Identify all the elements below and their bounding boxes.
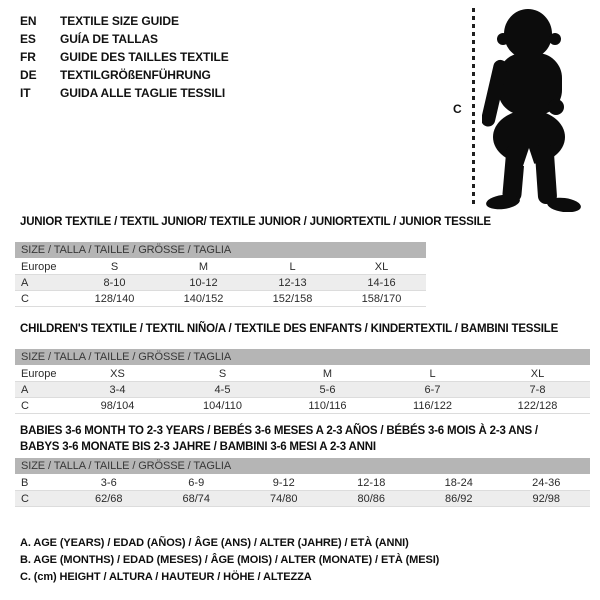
age-cell: 6-9: [188, 476, 205, 489]
age-cell: 8-10: [103, 276, 126, 289]
age-cell: 12-13: [278, 276, 307, 289]
language-row-de: [20, 66, 229, 84]
height-cell: 116/122: [413, 399, 452, 412]
language-row-en: [20, 12, 229, 30]
height-cell: 74/80: [269, 492, 298, 505]
row-label: A: [21, 383, 29, 396]
babies-title-line-2: BABYS 3-6 MONATE BIS 2-3 JAHRE / BAMBINI 3-6 MESI A 2-3 ANNI: [20, 440, 376, 453]
junior-section-title: JUNIOR TEXTILE / TEXTIL JUNIOR/ TEXTILE JUNIOR / JUNIORTEXTIL / JUNIOR TESSILE: [20, 216, 491, 228]
language-row-es: [20, 30, 229, 48]
row-label: C: [21, 399, 29, 412]
size-header-bar: SIZE / TALLA / TAILLE / GRÖSSE / TAGLIA: [15, 458, 590, 474]
table-row-age-months: [15, 475, 590, 491]
language-row-it: [20, 84, 229, 102]
language-code: DE: [20, 68, 37, 82]
size-cell: XL: [374, 260, 389, 273]
language-code: EN: [20, 14, 37, 28]
age-cell: 18-24: [444, 476, 473, 489]
language-code: ES: [20, 32, 36, 46]
babies-size-table: [15, 458, 590, 507]
size-header-bar: SIZE / TALLA / TAILLE / GRÖSSE / TAGLIA: [15, 349, 590, 365]
height-cell: 92/98: [532, 492, 561, 505]
row-label: Europe: [21, 367, 57, 380]
height-measure-dashed-line: [472, 8, 475, 206]
height-cell: 140/152: [183, 292, 224, 305]
row-label: Europe: [21, 260, 57, 273]
height-cell: 104/110: [203, 399, 242, 412]
height-measure-label: C: [453, 102, 462, 116]
junior-size-table: [15, 242, 426, 307]
size-cell: M: [198, 260, 209, 273]
language-title: GUIDA ALLE TAGLIE TESSILI: [60, 86, 226, 100]
language-title: GUÍA DE TALLAS: [60, 32, 158, 46]
legend-note-c: C. (cm) HEIGHT / ALTURA / HAUTEUR / HÖHE / ALTEZZA: [20, 571, 312, 583]
age-cell: 9-12: [272, 476, 295, 489]
table-row-age: [15, 275, 426, 291]
language-code: FR: [20, 50, 36, 64]
legend-note-b: B. AGE (MONTHS) / EDAD (MESES) / ÂGE (MOIS) / ALTER (MONATE) / ETÀ (MESI): [20, 554, 440, 566]
size-cell: S: [218, 367, 227, 380]
language-title: TEXTILGRÖßENFÜHRUNG: [60, 68, 211, 82]
language-title: TEXTILE SIZE GUIDE: [60, 14, 179, 28]
age-cell: 6-7: [424, 383, 441, 396]
legend-notes: [20, 535, 439, 586]
language-code: IT: [20, 86, 31, 100]
language-row-fr: [20, 48, 229, 66]
table-row-europe: [15, 366, 590, 382]
height-cell: 62/68: [94, 492, 123, 505]
height-cell: 68/74: [182, 492, 211, 505]
height-cell: 158/170: [361, 292, 402, 305]
age-cell: 14-16: [367, 276, 396, 289]
height-cell: 86/92: [444, 492, 473, 505]
table-row-europe: [15, 259, 426, 275]
row-label: B: [21, 476, 29, 489]
legend-note-a: A. AGE (YEARS) / EDAD (AÑOS) / ÂGE (ANS) / ALTER (JAHRE) / ETÀ (ANNI): [20, 537, 409, 549]
babies-title-line-1: BABIES 3-6 MONTH TO 2-3 YEARS / BEBÉS 3-6 MESES A 2-3 AÑOS / BÉBÉS 3-6 MOIS À 2-3 ANS /: [20, 425, 538, 437]
age-cell: 4-5: [214, 383, 231, 396]
table-row-height: [15, 491, 590, 507]
size-cell: S: [110, 260, 119, 273]
size-cell: L: [429, 367, 436, 380]
height-cell: 122/128: [517, 399, 558, 412]
size-cell: XS: [110, 367, 125, 380]
toddler-silhouette-icon: [482, 6, 588, 212]
row-label: A: [21, 276, 29, 289]
size-header-bar: SIZE / TALLA / TAILLE / GRÖSSE / TAGLIA: [15, 242, 426, 258]
height-cell: 80/86: [357, 492, 386, 505]
age-cell: 24-36: [532, 476, 561, 489]
row-label: C: [21, 292, 29, 305]
age-cell: 12-18: [357, 476, 386, 489]
height-cell: 152/158: [272, 292, 313, 305]
size-cell: L: [289, 260, 296, 273]
height-cell: 98/104: [100, 399, 135, 412]
age-cell: 3-6: [100, 476, 117, 489]
table-row-height: [15, 291, 426, 307]
age-cell: 5-6: [319, 383, 336, 396]
language-list: [20, 12, 229, 102]
language-title: GUIDE DES TAILLES TEXTILE: [60, 50, 229, 64]
row-label: C: [21, 492, 29, 505]
age-cell: 10-12: [189, 276, 218, 289]
height-cell: 128/140: [94, 292, 135, 305]
age-cell: 3-4: [109, 383, 126, 396]
age-cell: 7-8: [529, 383, 546, 396]
size-cell: XL: [530, 367, 545, 380]
table-row-age: [15, 382, 590, 398]
childrens-size-table: [15, 349, 590, 414]
table-row-height: [15, 398, 590, 414]
babies-section-title: [20, 424, 538, 455]
size-cell: M: [322, 367, 333, 380]
childrens-section-title: CHILDREN'S TEXTILE / TEXTIL NIÑO/A / TEXTILE DES ENFANTS / KINDERTEXTIL / BAMBINI TESSILE: [20, 323, 559, 335]
height-cell: 110/116: [308, 399, 347, 412]
